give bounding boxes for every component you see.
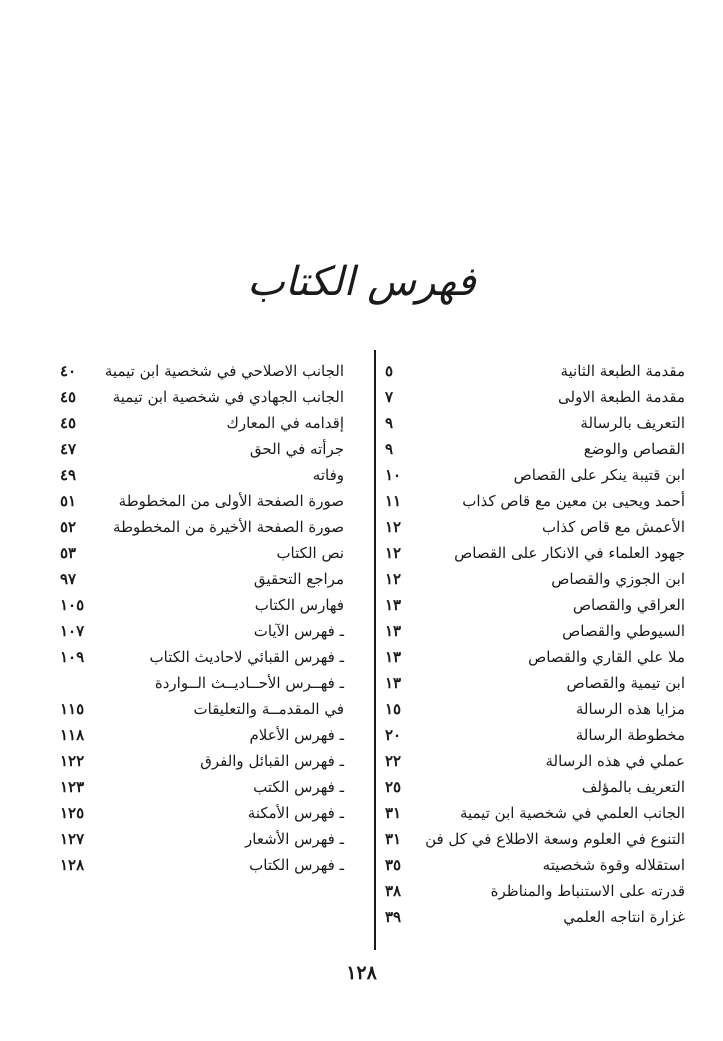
toc-entry-page: ٢٢ (385, 752, 402, 770)
toc-column-left (60, 358, 344, 878)
toc-entry-page: ١٠٩ (60, 648, 85, 666)
toc-entry (385, 618, 685, 644)
toc-entry-title: العراقي والقصاص (572, 596, 685, 614)
toc-entry-page: ١٢ (385, 544, 402, 562)
toc-entry-page: ١٢٧ (60, 830, 85, 848)
toc-entry-title: مزايا هذه الرسالة (575, 700, 685, 718)
toc-entry (385, 826, 685, 852)
toc-entry-page: ٩ (385, 440, 394, 458)
toc-entry-page: ١٥ (385, 700, 402, 718)
toc-entry-page: ٤٧ (60, 440, 77, 458)
toc-entry (60, 462, 344, 488)
toc-entry-title: ابن تيمية والقصاص (566, 674, 685, 692)
toc-entry-page: ١٣ (385, 648, 402, 666)
toc-entry-title: ـ فهرس الكتب (253, 778, 344, 796)
toc-entry-page: ٩ (385, 414, 394, 432)
toc-entry-title: ابن قتيبة ينكر على القصاص (513, 466, 685, 484)
toc-entry-page: ٣٥ (385, 856, 402, 874)
toc-entry (385, 800, 685, 826)
toc-column-right (385, 358, 685, 930)
toc-entry-title: مراجع التحقيق (253, 570, 344, 588)
toc-entry-title: الجانب العلمي في شخصية ابن تيمية (459, 804, 685, 822)
toc-entry-title: التعريف بالرسالة (580, 414, 685, 432)
toc-entry-page: ٤٠ (60, 362, 77, 380)
toc-entry (60, 722, 344, 748)
toc-entry (385, 852, 685, 878)
toc-entry-title: في المقدمــة والتعليقات (193, 700, 344, 718)
toc-entry-page: ١١٥ (60, 700, 85, 718)
toc-entry (385, 696, 685, 722)
toc-entry (60, 514, 344, 540)
toc-entry (60, 488, 344, 514)
toc-entry-page: ٩٧ (60, 570, 77, 588)
toc-entry (385, 904, 685, 930)
toc-entry-title: السيوطي والقصاص (562, 622, 685, 640)
toc-entry-page: ١٣ (385, 674, 402, 692)
toc-entry (385, 358, 685, 384)
toc-entry (60, 852, 344, 878)
toc-entry-page: ١٠٧ (60, 622, 85, 640)
toc-entry-page: ١٣ (385, 622, 402, 640)
toc-entry-title: غزارة انتاجه العلمي (563, 908, 685, 926)
toc-entry-page: ٤٥ (60, 414, 77, 432)
toc-entry-page: ٤٩ (60, 466, 77, 484)
toc-entry (385, 566, 685, 592)
toc-entry-page: ٥ (385, 362, 394, 380)
toc-entry-title: ـ فهــرس الأحــاديــث الــواردة (154, 674, 344, 692)
toc-entry (385, 592, 685, 618)
toc-entry (60, 410, 344, 436)
toc-entry (385, 436, 685, 462)
toc-entry (60, 670, 344, 696)
toc-entry (60, 826, 344, 852)
toc-entry-page: ٢٥ (385, 778, 402, 796)
toc-entry (385, 748, 685, 774)
toc-entry-page: ٥٣ (60, 544, 77, 562)
toc-entry-page: ١٢٣ (60, 778, 85, 796)
toc-entry-page: ٥١ (60, 492, 77, 510)
toc-entry (60, 592, 344, 618)
toc-entry-page: ١٠ (385, 466, 402, 484)
toc-entry (385, 488, 685, 514)
toc-entry-title: قدرته على الاستنباط والمناظرة (490, 882, 685, 900)
toc-entry-page: ١٢٢ (60, 752, 85, 770)
toc-entry-title: وفاته (312, 466, 344, 484)
toc-entry-page: ١٠٥ (60, 596, 85, 614)
toc-entry-title: الجانب الجهادي في شخصية ابن تيمية (112, 388, 344, 406)
toc-entry-page: ١١ (385, 492, 402, 510)
toc-entry-title: ابن الجوزي والقصاص (551, 570, 685, 588)
toc-entry-page: ١٢٥ (60, 804, 85, 822)
toc-entry-title: جرأته في الحق (249, 440, 344, 458)
toc-entry-title: ـ فهرس الآيات (253, 622, 344, 640)
toc-entry (60, 384, 344, 410)
toc-entry-title: ـ فهرس القبائل والفرق (200, 752, 344, 770)
toc-entry-page: ٧ (385, 388, 394, 406)
toc-entry-title: القصاص والوضع (583, 440, 685, 458)
toc-entry-title: عملي في هذه الرسالة (545, 752, 685, 770)
toc-entry (385, 514, 685, 540)
toc-entry (60, 358, 344, 384)
toc-entry (60, 696, 344, 722)
toc-entry-page: ٣٩ (385, 908, 402, 926)
toc-entry-title: أحمد ويحيى بن معين مع قاص كذاب (462, 492, 685, 510)
toc-entry-title: الجانب الاصلاحي في شخصية ابن تيمية (104, 362, 344, 380)
toc-entry-page: ٢٠ (385, 726, 402, 744)
toc-entry (385, 644, 685, 670)
toc-entry-title: استقلاله وقوة شخصيته (542, 856, 685, 874)
toc-entry-title: نص الكتاب (276, 544, 344, 562)
toc-entry-page: ١٣ (385, 596, 402, 614)
toc-entry-page: ٥٢ (60, 518, 77, 536)
toc-entry (385, 540, 685, 566)
toc-entry (60, 540, 344, 566)
toc-entry-title: التنوع في العلوم وسعة الاطلاع في كل فن (425, 830, 685, 848)
page-title: فهرس الكتاب (247, 259, 476, 305)
toc-entry-title: ـ فهرس الأمكنة (247, 804, 344, 822)
toc-entry-page: ٣١ (385, 830, 402, 848)
toc-entry-page: ٤٥ (60, 388, 77, 406)
toc-entry-title: صورة الصفحة الأخيرة من المخطوطة (113, 518, 344, 536)
toc-entry (385, 722, 685, 748)
toc-entry-page: ٣٨ (385, 882, 402, 900)
toc-entry-title: ـ فهرس الكتاب (249, 856, 344, 874)
toc-entry-title: مقدمة الطبعة الاولى (558, 388, 685, 406)
toc-entry-page: ١٢ (385, 518, 402, 536)
toc-entry-title: جهود العلماء في الانكار على القصاص (454, 544, 685, 562)
toc-entry-title: صورة الصفحة الأولى من المخطوطة (118, 492, 344, 510)
toc-entry (385, 384, 685, 410)
toc-entry (385, 774, 685, 800)
toc-entry (60, 644, 344, 670)
toc-entry-title: مخطوطة الرسالة (575, 726, 685, 744)
toc-entry-title: ـ فهرس القبائي لاحاديث الكتاب (149, 648, 344, 666)
toc-entry-title: فهارس الكتاب (254, 596, 344, 614)
toc-entry-page: ١٢ (385, 570, 402, 588)
toc-entry-title: التعريف بالمؤلف (581, 778, 685, 796)
toc-entry-title: ـ فهرس الأعلام (249, 726, 344, 744)
toc-entry-title: مقدمة الطبعة الثانية (560, 362, 685, 380)
toc-entry-page: ٣١ (385, 804, 402, 822)
toc-entry-page: ١٢٨ (60, 856, 85, 874)
page-number: ١٢٨ (346, 962, 377, 984)
toc-entry (60, 774, 344, 800)
toc-entry-title: ـ فهرس الأشعار (245, 830, 344, 848)
toc-entry (60, 566, 344, 592)
toc-entry-title: ملا علي القاري والقصاص (528, 648, 685, 666)
toc-entry (60, 618, 344, 644)
toc-entry (385, 462, 685, 488)
toc-entry (60, 436, 344, 462)
toc-entry-title: إقدامه في المعارك (226, 414, 344, 432)
toc-entry (385, 878, 685, 904)
toc-entry (385, 670, 685, 696)
toc-entry-page: ١١٨ (60, 726, 85, 744)
column-divider (374, 350, 376, 950)
toc-entry (60, 748, 344, 774)
toc-entry (60, 800, 344, 826)
toc-entry (385, 410, 685, 436)
toc-entry-title: الأعمش مع قاص كذاب (542, 518, 685, 536)
